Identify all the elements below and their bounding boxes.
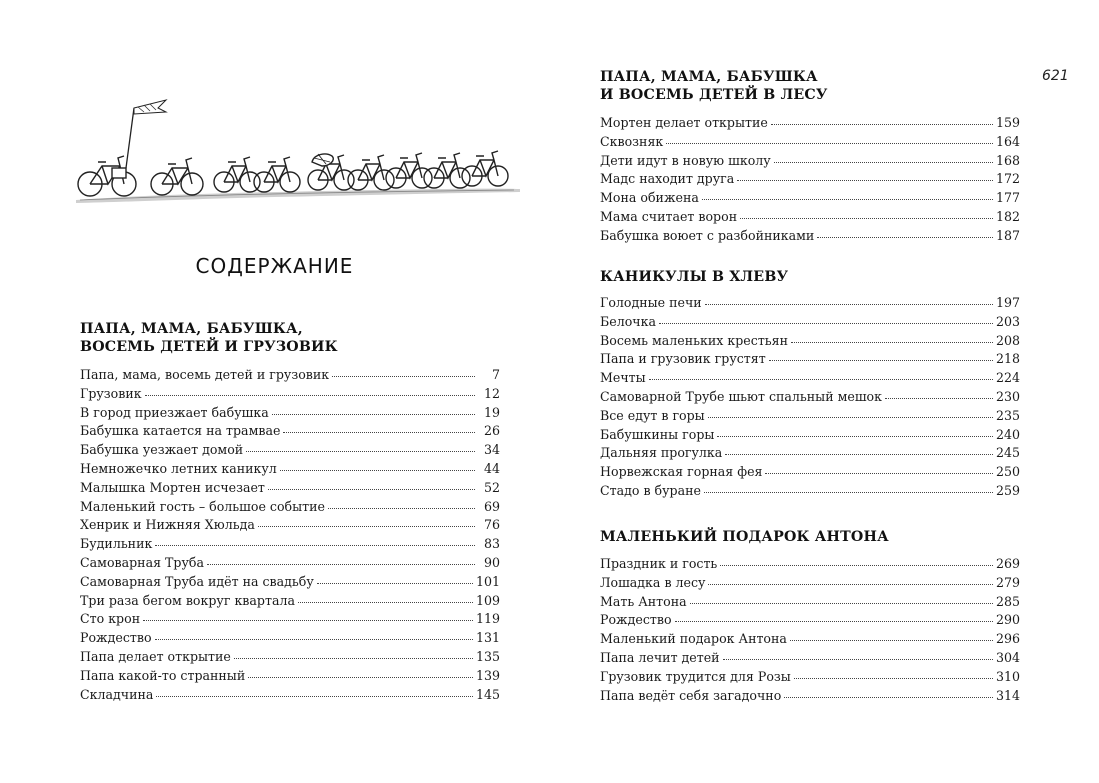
toc-entry-title: Будильник <box>80 536 153 552</box>
toc-entry-page: 250 <box>995 464 1020 480</box>
dot-leader <box>248 667 473 678</box>
toc-entry-page: 69 <box>483 498 500 514</box>
dot-leader <box>268 479 475 490</box>
toc-entry[interactable] <box>600 482 1020 501</box>
toc-entry[interactable] <box>600 189 1020 208</box>
toc-entry[interactable] <box>600 687 1020 706</box>
dot-leader <box>708 574 992 585</box>
toc-entry-title: Норвежская горная фея <box>600 464 763 480</box>
toc-entry-title: Бабушка уезжает домой <box>80 442 244 458</box>
toc-entry[interactable] <box>600 208 1020 227</box>
toc-entry-page: 269 <box>995 556 1020 571</box>
dot-leader <box>784 687 993 698</box>
toc-entry-page: 259 <box>995 482 1020 498</box>
toc-entry[interactable] <box>80 535 500 554</box>
toc-entry[interactable] <box>80 686 500 705</box>
toc-entries <box>80 366 500 704</box>
bicycles-illustration <box>74 96 522 208</box>
toc-entry-title: Мадс находит друга <box>600 171 735 187</box>
toc-entry[interactable] <box>600 426 1020 445</box>
toc-entry-title: Папа, мама, восемь детей и грузовик <box>80 367 330 382</box>
toc-entry[interactable] <box>80 573 500 592</box>
dot-leader <box>740 208 993 219</box>
toc-entry-page: 296 <box>995 631 1020 647</box>
toc-entry-title: Три раза бегом вокруг квартала <box>80 592 295 608</box>
toc-entry-title: Мортен делает открытие <box>600 115 768 130</box>
toc-entry[interactable] <box>600 369 1020 388</box>
toc-entry-title: Грузовик трудится для Розы <box>600 668 791 684</box>
toc-entry-page: 304 <box>995 649 1020 665</box>
dot-leader <box>774 152 993 163</box>
dot-leader <box>280 460 475 471</box>
toc-entry-page: 109 <box>475 592 500 608</box>
toc-entry[interactable] <box>80 366 500 385</box>
dot-leader <box>675 611 993 622</box>
toc-entry[interactable] <box>80 498 500 517</box>
dot-leader <box>791 332 993 343</box>
toc-entry-title: Папа делает открытие <box>80 648 231 664</box>
toc-entry[interactable] <box>600 388 1020 407</box>
toc-entry[interactable] <box>600 593 1020 612</box>
dot-leader <box>717 426 993 437</box>
toc-entry-title: Стадо в буране <box>600 482 701 498</box>
toc-entry[interactable] <box>80 629 500 648</box>
dot-leader <box>666 133 993 144</box>
toc-entry-title: Рождество <box>80 630 152 646</box>
section-heading-line: ПАПА, МАМА, БАБУШКА, <box>80 321 303 337</box>
toc-entry-page: 230 <box>995 388 1020 404</box>
toc-entry-title: Грузовик <box>80 385 142 401</box>
dot-leader <box>156 686 473 697</box>
toc-entry-page: 290 <box>995 612 1020 628</box>
section-heading-line: ВОСЕМЬ ДЕТЕЙ И ГРУЗОВИК <box>80 339 338 355</box>
toc-entry[interactable] <box>600 170 1020 189</box>
toc-entry-page: 314 <box>995 687 1020 703</box>
toc-entry-page: 279 <box>995 574 1020 590</box>
page-number: 621 <box>1042 68 1069 84</box>
toc-section <box>600 68 1020 246</box>
toc-entry-page: 208 <box>995 332 1020 348</box>
toc-entry-page: 235 <box>995 407 1020 423</box>
toc-entry-title: Самоварная Труба <box>80 554 204 570</box>
dot-leader <box>708 407 993 418</box>
toc-entry-page: 172 <box>995 171 1020 187</box>
toc-entry-title: Мама считает ворон <box>600 208 738 224</box>
toc-entry-page: 177 <box>995 190 1020 206</box>
toc-entry[interactable] <box>600 555 1020 574</box>
toc-entry-page: 182 <box>995 208 1020 224</box>
toc-entry-page: 19 <box>483 404 500 420</box>
toc-entry-title: Дети идут в новую школу <box>600 152 771 168</box>
dot-leader <box>272 404 475 415</box>
toc-entry-page: 90 <box>483 554 500 570</box>
toc-entry-title: Папа ведёт себя загадочно <box>600 687 782 703</box>
dot-leader <box>143 610 473 621</box>
toc-entry-title: Бабушкины горы <box>600 426 715 442</box>
toc-entry[interactable] <box>600 407 1020 426</box>
toc-entry-page: 76 <box>483 517 500 533</box>
toc-entry-page: 52 <box>483 479 500 495</box>
toc-section <box>600 528 1020 705</box>
toc-entry[interactable] <box>80 479 500 498</box>
toc-entry-page: 240 <box>995 426 1020 442</box>
toc-entry-title: Лошадка в лесу <box>600 574 706 590</box>
toc-entry-title: Бабушка катается на трамвае <box>80 423 281 439</box>
dot-leader <box>659 313 993 324</box>
toc-entry-title: Маленький гость – большое событие <box>80 498 325 514</box>
toc-entry[interactable] <box>600 574 1020 593</box>
dot-leader <box>283 422 475 433</box>
toc-entry-title: Мона обижена <box>600 190 699 206</box>
toc-entry[interactable] <box>80 648 500 667</box>
toc-entry[interactable] <box>600 294 1020 313</box>
toc-entry-title: Папа лечит детей <box>600 649 720 665</box>
toc-entry-title: Самоварной Трубе шьют спальный мешок <box>600 388 883 404</box>
dot-leader <box>794 668 993 679</box>
toc-entry[interactable] <box>600 152 1020 171</box>
toc-title: СОДЕРЖАНИЕ <box>195 254 354 278</box>
toc-entry[interactable] <box>600 649 1020 668</box>
section-heading-line: И ВОСЕМЬ ДЕТЕЙ В ЛЕСУ <box>600 87 828 103</box>
toc-entry-title: Все едут в горы <box>600 407 705 423</box>
dot-leader <box>258 516 475 527</box>
dot-leader <box>704 482 993 493</box>
dot-leader <box>720 555 993 566</box>
toc-entry[interactable] <box>80 404 500 423</box>
toc-entry[interactable] <box>80 667 500 686</box>
section-heading <box>600 68 1020 104</box>
toc-entry-page: 187 <box>995 227 1020 243</box>
toc-entry[interactable] <box>600 444 1020 463</box>
toc-entry[interactable] <box>600 114 1020 133</box>
toc-entry-title: Мать Антона <box>600 593 687 609</box>
toc-entry-page: 197 <box>995 295 1020 310</box>
toc-entry[interactable] <box>600 611 1020 630</box>
dot-leader <box>765 463 992 474</box>
dot-leader <box>298 592 473 603</box>
dot-leader <box>817 227 993 238</box>
toc-entry-title: Сквозняк <box>600 133 664 149</box>
toc-entry-page: 285 <box>995 593 1020 609</box>
toc-entry[interactable] <box>80 554 500 573</box>
section-heading <box>600 268 1020 286</box>
toc-section <box>80 320 500 704</box>
toc-entry[interactable] <box>80 460 500 479</box>
toc-entry[interactable] <box>80 441 500 460</box>
toc-entry-title: В город приезжает бабушка <box>80 404 269 420</box>
toc-entry-title: Папа и грузовик грустят <box>600 351 766 367</box>
dot-leader <box>649 369 993 380</box>
dot-leader <box>328 498 475 509</box>
toc-entry[interactable] <box>80 385 500 404</box>
section-heading <box>80 320 500 356</box>
toc-entry-page: 145 <box>475 686 500 702</box>
toc-entry-title: Голодные печи <box>600 295 702 310</box>
dot-leader <box>771 114 993 125</box>
toc-entry-page: 119 <box>475 611 500 627</box>
dot-leader <box>769 350 993 361</box>
dot-leader <box>725 444 993 455</box>
toc-entry-page: 245 <box>995 445 1020 461</box>
toc-entries <box>600 114 1020 246</box>
toc-entry-page: 26 <box>483 423 500 439</box>
toc-entry-page: 7 <box>491 367 500 382</box>
section-heading-line: ПАПА, МАМА, БАБУШКА <box>600 69 818 85</box>
dot-leader <box>246 441 475 452</box>
toc-entry-title: Бабушка воюет с разбойниками <box>600 227 815 243</box>
toc-entry[interactable] <box>600 313 1020 332</box>
toc-entry-title: Самоварная Труба идёт на свадьбу <box>80 573 314 589</box>
toc-entry-title: Праздник и гость <box>600 556 718 571</box>
dot-leader <box>702 189 993 200</box>
toc-entry-page: 83 <box>483 536 500 552</box>
toc-entry-title: Мечты <box>600 370 646 386</box>
toc-entry[interactable] <box>600 332 1020 351</box>
dot-leader <box>207 554 475 565</box>
toc-entry-title: Хенрик и Нижняя Хюльда <box>80 517 255 533</box>
section-heading-line: КАНИКУЛЫ В ХЛЕВУ <box>600 269 789 285</box>
dot-leader <box>705 294 993 305</box>
toc-entry-title: Складчина <box>80 686 154 702</box>
toc-entry-page: 44 <box>483 460 500 476</box>
toc-entry-title: Сто крон <box>80 611 141 627</box>
toc-entry[interactable] <box>80 422 500 441</box>
toc-entry-page: 131 <box>475 630 500 646</box>
toc-entry-page: 159 <box>995 115 1020 130</box>
toc-entry-title: Немножечко летних каникул <box>80 460 277 476</box>
toc-entry[interactable] <box>80 592 500 611</box>
dot-leader <box>885 388 993 399</box>
dot-leader <box>723 649 993 660</box>
dot-leader <box>690 593 993 604</box>
toc-entry-page: 224 <box>995 370 1020 386</box>
toc-entry-title: Восемь маленьких крестьян <box>600 332 788 348</box>
toc-entry[interactable] <box>600 668 1020 687</box>
toc-entry-page: 135 <box>475 648 500 664</box>
toc-entry-page: 310 <box>995 668 1020 684</box>
toc-entry-page: 101 <box>475 573 500 589</box>
toc-entry[interactable] <box>600 630 1020 649</box>
toc-entry-title: Маленький подарок Антона <box>600 631 787 647</box>
toc-entry[interactable] <box>600 133 1020 152</box>
dot-leader <box>317 573 473 584</box>
toc-entry-page: 12 <box>483 385 500 401</box>
toc-entry-page: 34 <box>483 442 500 458</box>
toc-entry-page: 139 <box>475 667 500 683</box>
toc-entry-title: Рождество <box>600 612 672 628</box>
toc-entry-title: Белочка <box>600 313 656 329</box>
toc-entry[interactable] <box>600 463 1020 482</box>
toc-entry-title: Дальняя прогулка <box>600 445 723 461</box>
dot-leader <box>234 648 473 659</box>
toc-entry[interactable] <box>600 227 1020 246</box>
toc-entries <box>600 555 1020 705</box>
toc-entry[interactable] <box>80 610 500 629</box>
section-heading <box>600 528 1020 546</box>
dot-leader <box>145 385 475 396</box>
dot-leader <box>790 630 993 641</box>
dot-leader <box>332 366 475 377</box>
dot-leader <box>155 629 473 640</box>
toc-entry-page: 164 <box>995 133 1020 149</box>
toc-entry-page: 218 <box>995 351 1020 367</box>
section-heading-line: МАЛЕНЬКИЙ ПОДАРОК АНТОНА <box>600 529 889 545</box>
toc-entry-page: 203 <box>995 313 1020 329</box>
toc-entry-title: Папа какой-то странный <box>80 667 246 683</box>
toc-entry-title: Малышка Мортен исчезает <box>80 479 265 495</box>
toc-entry-page: 168 <box>995 152 1020 168</box>
toc-entry[interactable] <box>80 516 500 535</box>
dot-leader <box>737 170 993 181</box>
toc-entry[interactable] <box>600 350 1020 369</box>
toc-section <box>600 268 1020 501</box>
dot-leader <box>155 535 475 546</box>
toc-entries <box>600 294 1020 501</box>
